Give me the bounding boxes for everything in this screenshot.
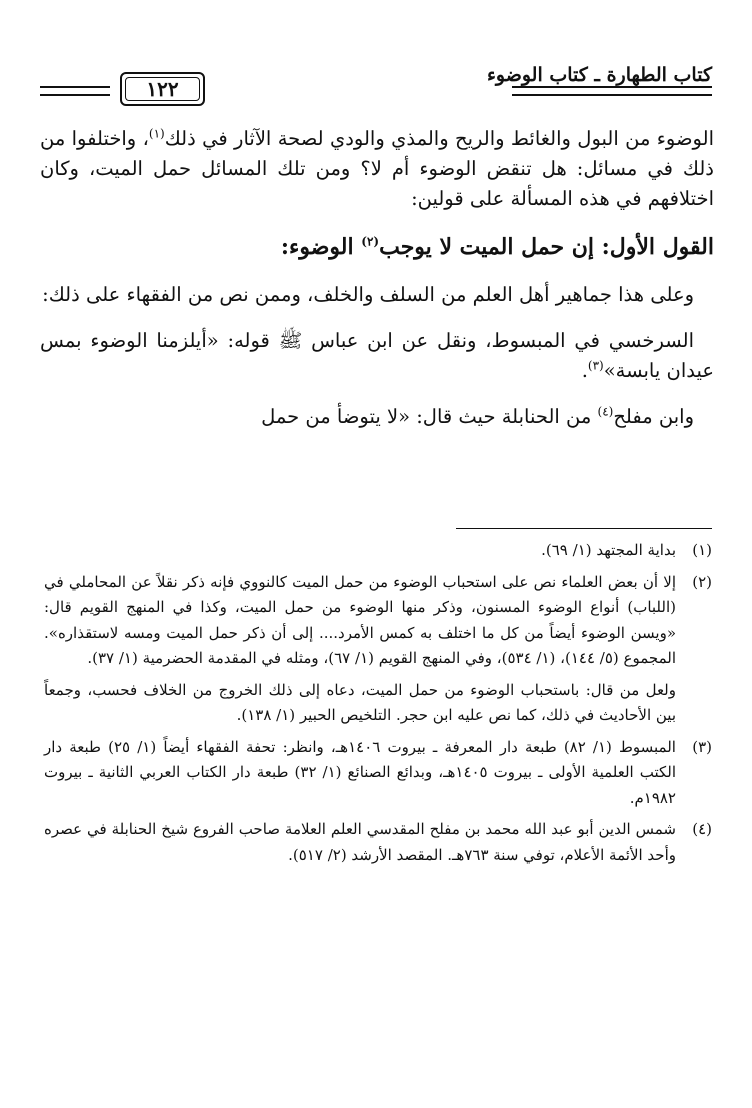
footnote-text: إلا أن بعض العلماء نص على استحباب الوضوء من حمل الميت كالنووي فإنه ذكر نقلاً عن المحاملي في (اللباب) أنواع الوضوء المسنون، وذكر منها الوضوء من حمل الميت، وكذا في المنهج القويم قال: «ويسن الوضوء أيضاً من كل ما اختلف به كمس الأمرد.... إلى أن ذكر حمل الميت ومسه لاستقذاره». المجموع (٥/ ١٤٤)، (١/ ٥٣٤)، وفي المنهج القويم (١/ ٦٧)، ومثله في المقدمة الحضرمية (١/ ٣٧). ولعل من قال: باستحباب الوضوء من حمل الميت، دعاه إلى ذلك الخروج من الخلاف فحسب، وجمعاً بين الأحاديث في ذلك، كما نص عليه ابن حجر. التلخيص الحبير (١/ ١٣٨). [44, 572, 676, 724]
page-number-label: ١٢٢ [146, 77, 179, 101]
footnote [44, 735, 712, 812]
footnote-number: (٣) [692, 737, 712, 756]
footnote-ref[interactable]: (٣) [587, 358, 604, 373]
paragraph: وعلى هذا جماهير أهل العلم من السلف والخلف، وممن نص من الفقهاء على ذلك: [42, 283, 694, 306]
footnote-text: المبسوط (١/ ٨٢) طبعة دار المعرفة ـ بيروت ١٤٠٦هـ، وانظر: تحفة الفقهاء أيضاً (١/ ٢٥) طبعة دار الكتب العلمية الأولى ـ بيروت ١٤٠٥هـ، وبدائع الصنائع (١/ ٣٢) طبعة دار الكتاب العربي الثانية ـ بيروت ١٩٨٢م. [44, 737, 677, 807]
footnote-number: (٤) [692, 820, 712, 838]
page-number [120, 72, 205, 106]
footnote [44, 817, 712, 868]
footnote-text: شمس الدين أبو عبد الله محمد بن مفلح المقدسي العلم العلامة صاحب الفروع شيخ الحنابلة في عصره وأحد الأئمة الأعلام، توفي سنة ٧٦٣هـ. المقصد الأرشد (٢/ ٥١٧). [44, 820, 676, 864]
main-text [40, 124, 714, 448]
paragraph: السرخسي في المبسوط، ونقل عن ابن عباس ﷺ قوله: «أيلزمنا الوضوء بمس عيدان يابسة»$^{(٣)}$. [40, 329, 714, 382]
paragraph: وابن مفلح$^{(٤)}$ من الحنابلة حيث قال: «لا يتوضأ من حمل [261, 404, 694, 428]
footnotes [44, 538, 712, 874]
chapter-title: كتاب الطهارة ـ كتاب الوضوء [486, 64, 712, 86]
header-rule [512, 86, 712, 96]
footnote-number: (١) [692, 541, 712, 559]
footnote-text: بداية المجتهد (١/ ٦٩). [541, 541, 676, 559]
footnote-separator [456, 528, 712, 529]
footnote [44, 570, 712, 729]
header-rule [40, 86, 110, 96]
footnote [44, 538, 712, 564]
footnote-ref[interactable]: (٤) [597, 404, 614, 419]
running-header [40, 60, 712, 110]
section-heading: القول الأول: إن حمل الميت لا يوجب$^{(٢)}$ الوضوء: [280, 234, 714, 260]
paragraph: الوضوء من البول والغائط والريح والمذي والودي لصحة الآثار في ذلك$^{(١)}$، واختلفوا من ذلك في مسائل: هل تنقض الوضوء أم لا؟ ومن تلك المسائل حمل الميت، وكان اختلافهم في هذه المسألة على قولين: [40, 126, 714, 210]
footnote-ref[interactable]: (١) [148, 126, 165, 141]
footnote-number: (٢) [692, 572, 712, 591]
footnote-ref[interactable]: (٢) [361, 234, 380, 249]
